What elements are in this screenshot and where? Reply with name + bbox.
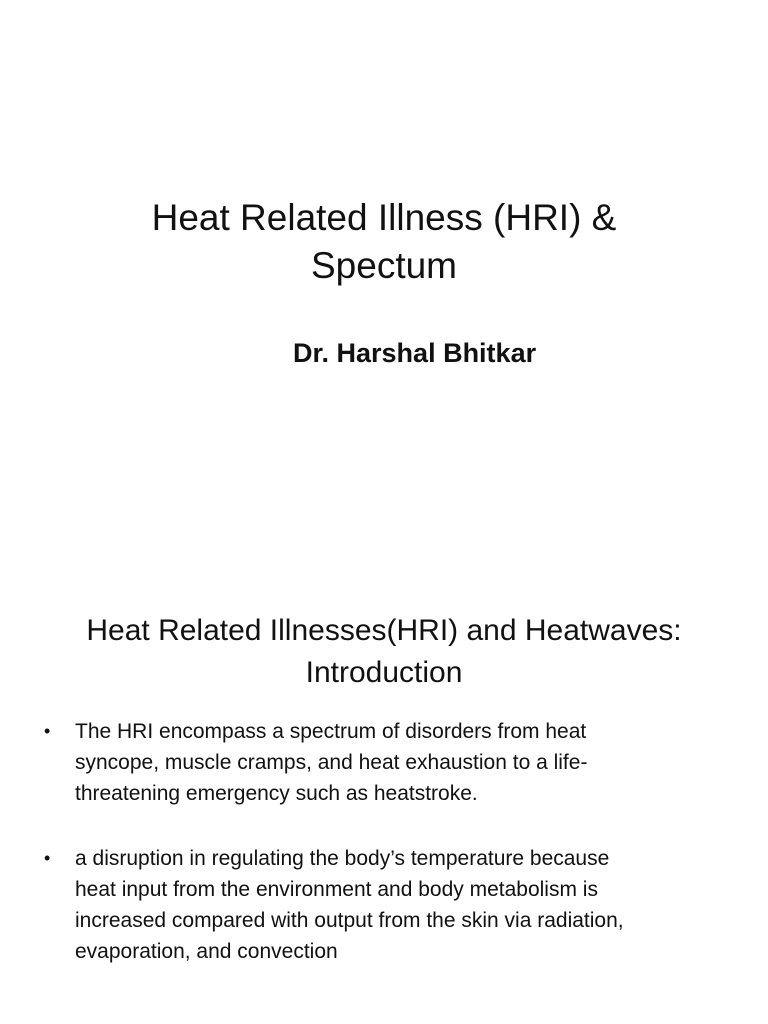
- bullet-icon: •: [44, 848, 51, 868]
- bullet-item-2: [40, 843, 730, 967]
- bullet-item-1: [40, 716, 730, 809]
- bullet-line: syncope, muscle cramps, and heat exhaustion to a life-: [75, 751, 588, 774]
- bullet-line: The HRI encompass a spectrum of disorders from heat: [75, 720, 587, 743]
- bullet-line: threatening emergency such as heatstroke.: [75, 782, 478, 805]
- bullet-line: increased compared with output from the skin via radiation,: [75, 909, 624, 932]
- bullet-list: [40, 716, 730, 1001]
- bullet-text: [75, 716, 730, 809]
- bullet-line: evaporation, and convection: [75, 940, 338, 963]
- bullet-line: a disruption in regulating the body’s temperature because: [75, 847, 610, 870]
- slide-title-line-2: Spectum: [310, 245, 457, 287]
- intro-slide-title: [20, 610, 748, 694]
- intro-title-line-1: Heat Related Illnesses(HRI) and Heatwaves:: [86, 614, 682, 647]
- intro-title-line-2: Introduction: [305, 656, 463, 689]
- bullet-text: [75, 843, 730, 967]
- bullet-line: heat input from the environment and body metabolism is: [75, 878, 598, 901]
- author-name: Dr. Harshal Bhitkar: [293, 338, 537, 368]
- bullet-icon: •: [44, 721, 51, 741]
- slide-title: [40, 194, 728, 290]
- slide-title-line-1: Heat Related Illness (HRI) &: [151, 197, 617, 238]
- intro-slide: [0, 576, 768, 1024]
